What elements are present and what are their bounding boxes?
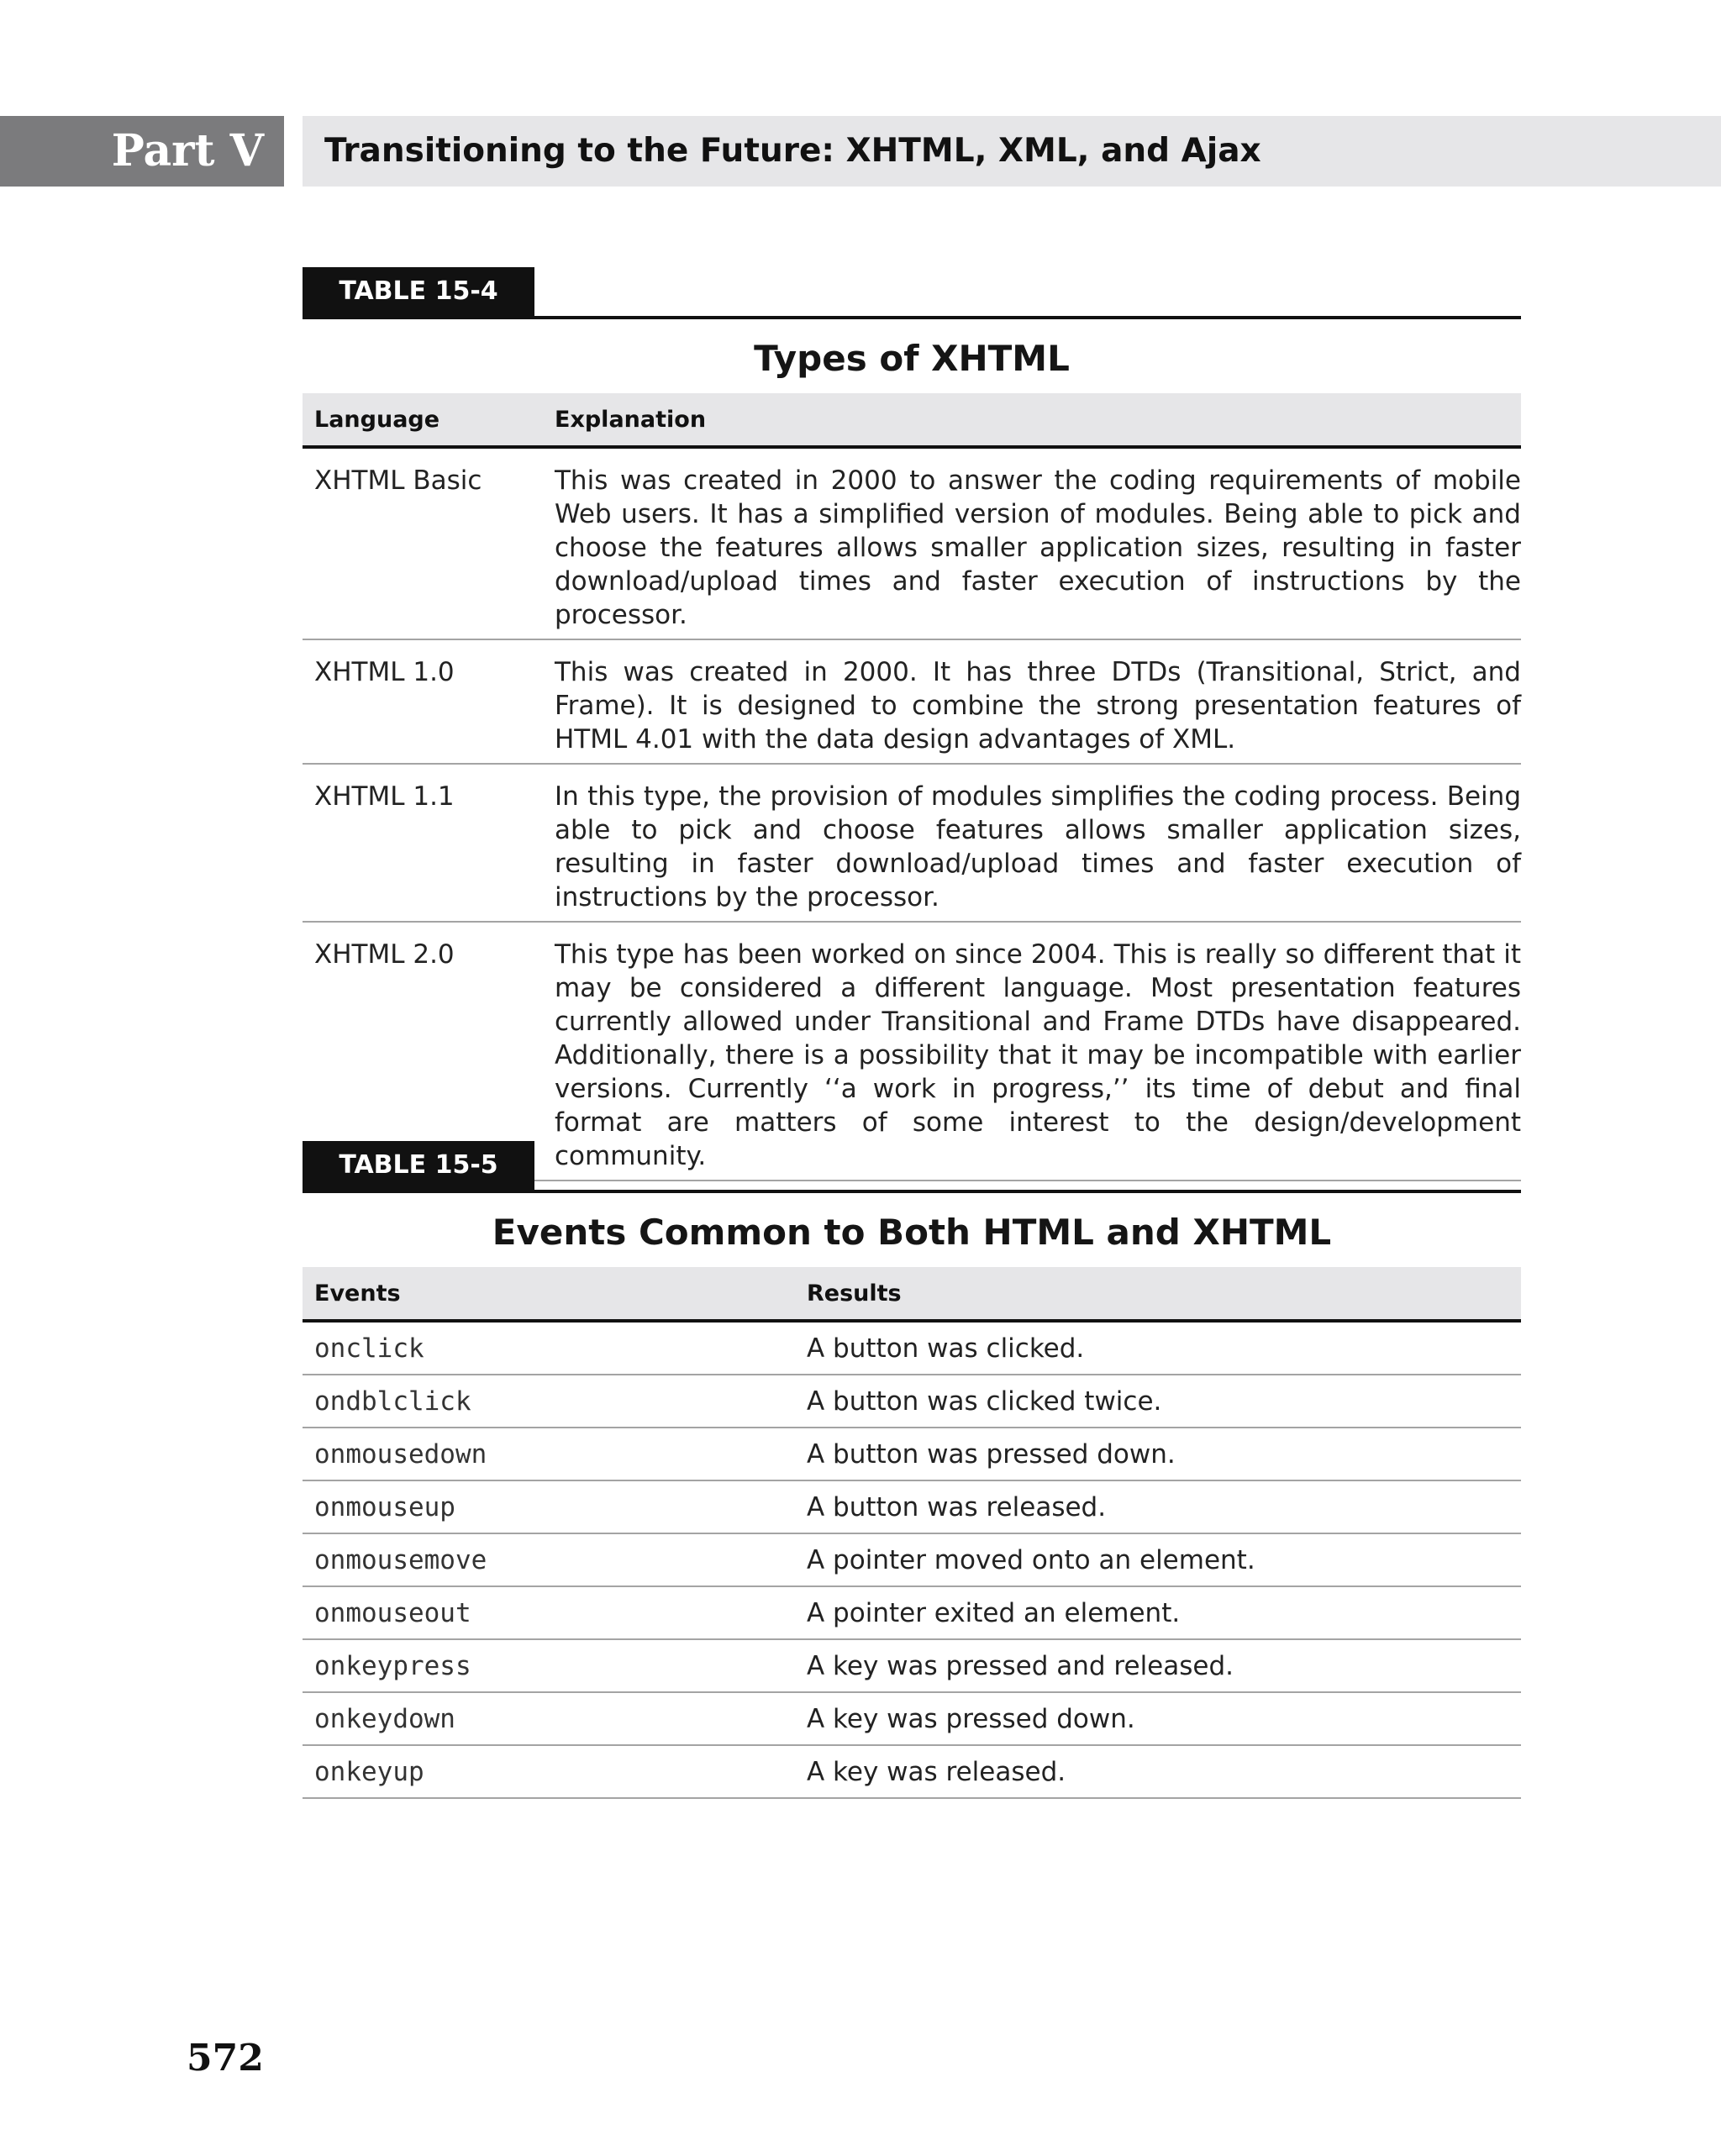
explanation-cell: This type has been worked on since 2004. This is really so different that it may be considered a different language. Most presentation features currently allowed under Transitional and Frame DTDs have disappeared. Additionally, there is a possibility that it may be incompatible with earlier versions. Currently ‘‘a work in progress,’’ its time of debut and final format are matters of some interest to the design/development community. [555,939,1521,1171]
result-cell: A button was clicked twice. [807,1386,1162,1417]
table-row [303,1323,1521,1375]
table-row [303,1640,1521,1693]
page-number: 572 [187,2037,264,2080]
result-cell: A button was clicked. [807,1333,1085,1364]
table-row [303,1534,1521,1587]
table-header [303,1267,1521,1323]
event-cell: onmouseup [314,1491,455,1522]
language-cell: XHTML 2.0 [314,939,455,970]
language-cell: XHTML 1.0 [314,657,455,687]
explanation-cell: This was created in 2000 to answer the coding requirements of mobile Web users. It has a simplified version of modules. Being able to pick and choose the features allows smaller application sizes, resulting in faster download/upload times and faster execution of instructions by the processor. [555,465,1521,630]
table-row [303,1375,1521,1428]
table-tag-label: TABLE 15-4 [303,267,534,316]
table-row [303,1587,1521,1640]
event-cell: onclick [314,1333,424,1364]
header-language: Language [314,406,440,433]
language-cell: XHTML 1.1 [314,781,455,812]
table-header [303,393,1521,449]
event-cell: ondblclick [314,1386,471,1417]
table-row [303,1693,1521,1746]
event-cell: onkeyup [314,1756,424,1787]
table-title: Events Common to Both HTML and XHTML [492,1212,1332,1253]
result-cell: A key was pressed down. [807,1703,1135,1734]
event-cell: onmouseout [314,1597,471,1628]
header-explanation: Explanation [555,406,707,433]
header-events: Events [314,1280,401,1307]
chapter-title: Transitioning to the Future: XHTML, XML, and Ajax [303,116,1721,187]
result-cell: A button was pressed down. [807,1438,1176,1470]
table-tag-label: TABLE 15-5 [303,1141,534,1190]
explanation-cell: In this type, the provision of modules simplifies the coding process. Being able to pick and choose features allows smaller application sizes, resulting in faster download/upload times and faster execution of instructions by the processor. [555,781,1521,912]
event-cell: onmousemove [314,1544,487,1575]
table-15-4 [303,267,1521,1181]
result-cell: A pointer moved onto an element. [807,1544,1255,1575]
event-cell: onmousedown [314,1438,487,1470]
event-cell: onkeydown [314,1703,455,1734]
table-row [303,449,1521,640]
table-title: Types of XHTML [754,338,1070,379]
table-row [303,1746,1521,1799]
part-label: Part V [0,116,284,187]
table-row [303,1428,1521,1481]
result-cell: A key was released. [807,1756,1066,1787]
result-cell: A pointer exited an element. [807,1597,1181,1628]
table-row [303,765,1521,923]
event-cell: onkeypress [314,1650,471,1681]
language-cell: XHTML Basic [314,465,482,496]
table-tag [303,267,1521,319]
explanation-cell: This was created in 2000. It has three DTDs (Transitional, Strict, and Frame). It is designed to combine the strong presentation features of HTML 4.01 with the data design advantages of XML. [555,657,1521,755]
result-cell: A button was released. [807,1491,1107,1522]
table-row [303,640,1521,765]
result-cell: A key was pressed and released. [807,1650,1234,1681]
table-15-5 [303,1141,1521,1799]
table-tag [303,1141,1521,1193]
table-row [303,1481,1521,1534]
header-results: Results [807,1280,902,1307]
